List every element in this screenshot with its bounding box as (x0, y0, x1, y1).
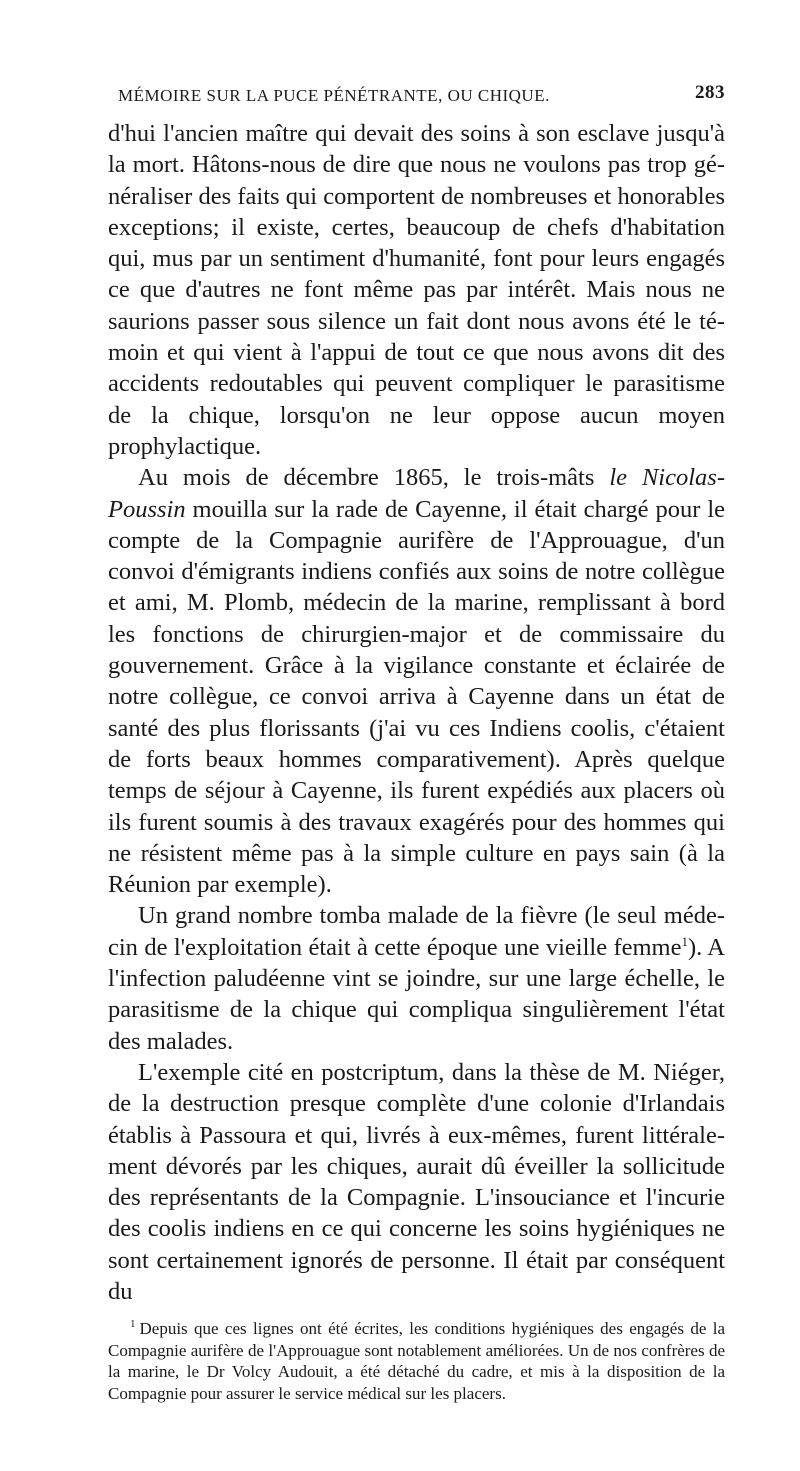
body-text (108, 118, 725, 1307)
running-head (108, 78, 725, 118)
running-title: MÉMOIRE SUR LA PUCE PÉNÉTRANTE, OU CHIQUE. (118, 86, 550, 105)
paragraph-3-start: Un grand nombre tomba malade de la fièvre (le seul médecin de l'exploitation était à cette époque une vieille femme (108, 902, 725, 961)
paragraph-4: L'exemple cité en postcriptum, dans la thèse de M. Niéger, de la destruction presque complète d'une colonie d'Irlandais établis à Passoura et qui, livrés à eux-mêmes, furent littéralement dévorés par les chiques, aurait dû éveiller la sollicitude des représentants de la Compagnie. L'insouciance et l'incurie des coolis indiens en ce qui concerne les soins hygiéniques ne sont certainement ignorés de personne. Il était par conséquent du (108, 1058, 725, 1305)
page-number: 283 (695, 82, 725, 103)
paragraph-3 (108, 900, 725, 1056)
paragraph-1: d'hui l'ancien maître qui devait des soins à son esclave jusqu'à la mort. Hâtons-nous de dire que nous ne voulons pas trop généraliser des faits qui comportent de nombreuses et honorables exceptions; il existe, certes, beaucoup de chefs d'habitation qui, mus par un sentiment d'humanité, font pour leurs engagés ce que d'autres ne font même pas par intérêt. Mais nous ne saurions passer sous silence un fait dont nous avons été le témoin et qui vient à l'appui de tout ce que nous avons dit des accidents redoutables qui peuvent compliquer le parasitisme de la chique, lorsqu'on ne leur oppose aucun moyen prophylactique. (108, 120, 725, 460)
paragraph-3-rest: ). A l'infection paludéenne vint se joindre, sur une large échelle, le parasitisme de la chique qui compliqua singulièrement l'état des malades. (108, 933, 725, 1055)
paragraph-2 (108, 462, 725, 900)
ship-name: le Nicolas-Poussin (108, 464, 725, 523)
paragraph-2-start: Au mois de décembre 1865, le trois-mâts (138, 464, 610, 492)
footnotes (108, 1318, 725, 1404)
footnote-reference: 1 (681, 933, 688, 949)
paragraph-2-rest: mouilla sur la rade de Cayenne, il était chargé pour le compte de la Compagnie aurifère de l'Approuague, d'un convoi d'émigrants indiens confiés aux soins de notre collègue et ami, M. Plomb, médecin de la marine, remplissant à bord les fonctions de chirurgien-major et de commissaire du gouvernement. Grâce à la vigilance constante et éclairée de notre collègue, ce convoi arriva à Cayenne dans un état de santé des plus florissants (j'ai vu ces Indiens coolis, c'étaient de forts beaux hommes comparativement). Après quelque temps de séjour à Cayenne, ils furent expédiés aux placers où ils furent soumis à des travaux exagérés pour des hommes qui ne résistent même pas à la simple culture en pays sain (à la Réunion par exemple). (108, 495, 725, 899)
footnote-text: Depuis que ces lignes ont été écrites, les conditions hygiéniques des engagés de la Compagnie aurifère de l'Approuague sont notablement améliorées. Un de nos confrères de la marine, le Dr Volcy Audouit, a été détaché du cadre, et mis à la disposition de la Compagnie pour assurer le service médical sur les placers. (108, 1319, 725, 1403)
footnote-marker: 1 (130, 1318, 136, 1331)
footnote-1 (108, 1318, 725, 1404)
